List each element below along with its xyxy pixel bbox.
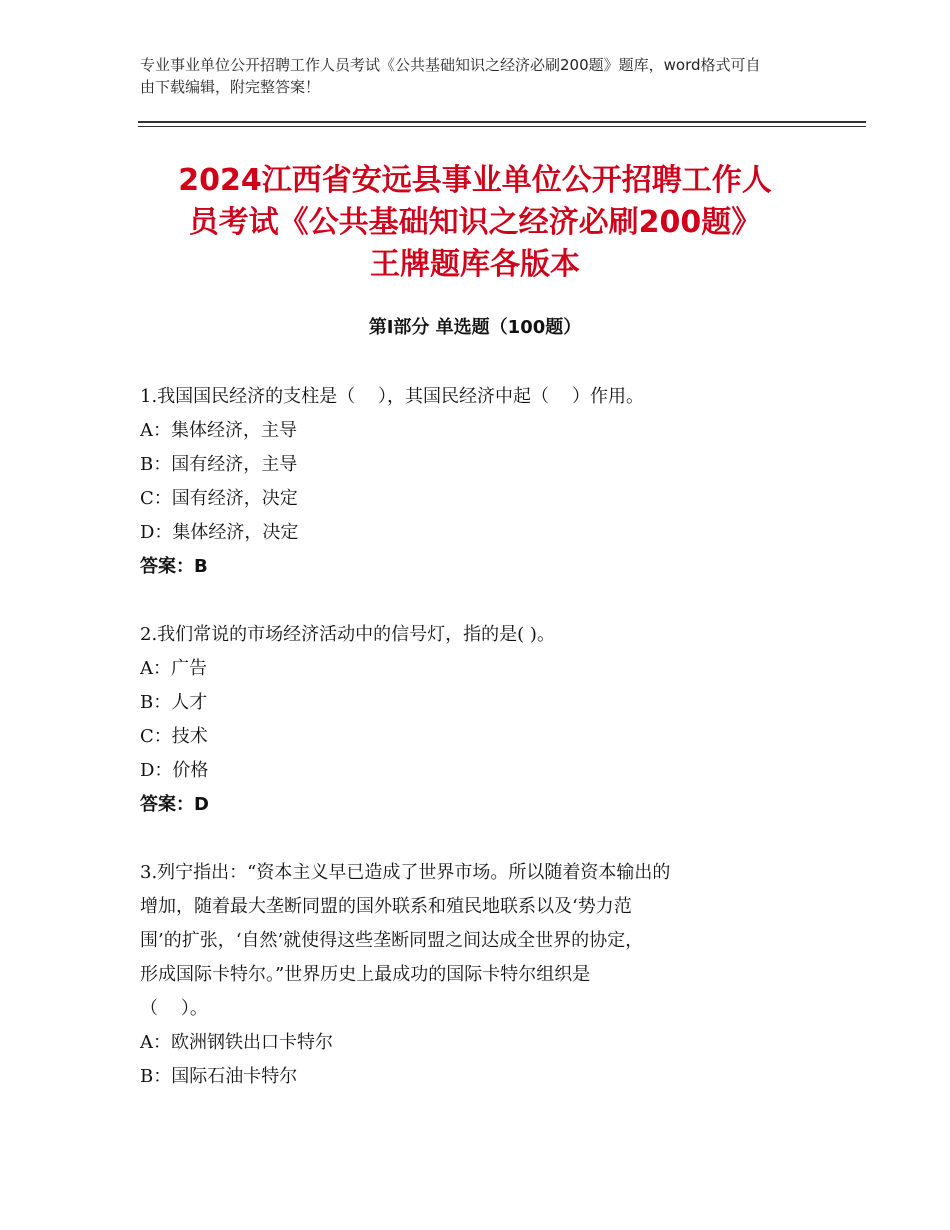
title-line-3: 王牌题库各版本 bbox=[370, 247, 580, 282]
section-heading: 第Ⅰ部分 单选题（100题） bbox=[368, 317, 582, 338]
question-3 bbox=[140, 856, 800, 1094]
question-stem: 1.我国国民经济的支柱是（ ），其国民经济中起（ ）作用。 bbox=[140, 386, 644, 407]
question-1 bbox=[140, 380, 800, 584]
question-spacer bbox=[140, 584, 800, 618]
option-b: B：国有经济，主导 bbox=[140, 454, 298, 475]
question-stem-line-2: 增加，随着最大垄断同盟的国外联系和殖民地联系以及‘势力范 bbox=[140, 896, 632, 917]
document-title bbox=[120, 160, 830, 286]
option-b: B：人才 bbox=[140, 692, 208, 713]
question-stem-line-5: （ ）。 bbox=[140, 998, 208, 1019]
question-spacer bbox=[140, 822, 800, 856]
title-line-2: 员考试《公共基础知识之经济必刷200题》 bbox=[188, 205, 762, 240]
answer: 答案：D bbox=[140, 794, 209, 815]
question-stem-line-3: 围’的扩张，‘自然’就使得这些垄断同盟之间达成全世界的协定， bbox=[140, 930, 644, 951]
option-d: D：集体经济，决定 bbox=[140, 522, 299, 543]
question-stem-line-4: 形成国际卡特尔。”世界历史上最成功的国际卡特尔组织是 bbox=[140, 964, 591, 985]
question-2 bbox=[140, 618, 800, 822]
option-a: A：欧洲钢铁出口卡特尔 bbox=[140, 1032, 333, 1053]
option-c: C：技术 bbox=[140, 726, 208, 747]
option-c: C：国有经济，决定 bbox=[140, 488, 298, 509]
option-a: A：集体经济，主导 bbox=[140, 420, 297, 441]
question-list bbox=[140, 380, 800, 1094]
option-a: A：广告 bbox=[140, 658, 207, 679]
option-d: D：价格 bbox=[140, 760, 209, 781]
header-rule-thick bbox=[138, 121, 866, 123]
answer: 答案：B bbox=[140, 556, 208, 577]
header-rule-thin bbox=[138, 126, 866, 127]
title-line-1: 2024江西省安远县事业单位公开招聘工作人 bbox=[178, 163, 772, 198]
option-b: B：国际石油卡特尔 bbox=[140, 1066, 298, 1087]
question-stem-line-1: 3.列宁指出：“资本主义早已造成了世界市场。所以随着资本输出的 bbox=[140, 862, 671, 883]
header-note: 专业事业单位公开招聘工作人员考试《公共基础知识之经济必刷200题》题库，word格式可自由下载编辑，附完整答案！ bbox=[140, 56, 761, 96]
question-stem: 2.我们常说的市场经济活动中的信号灯，指的是( )。 bbox=[140, 624, 555, 645]
